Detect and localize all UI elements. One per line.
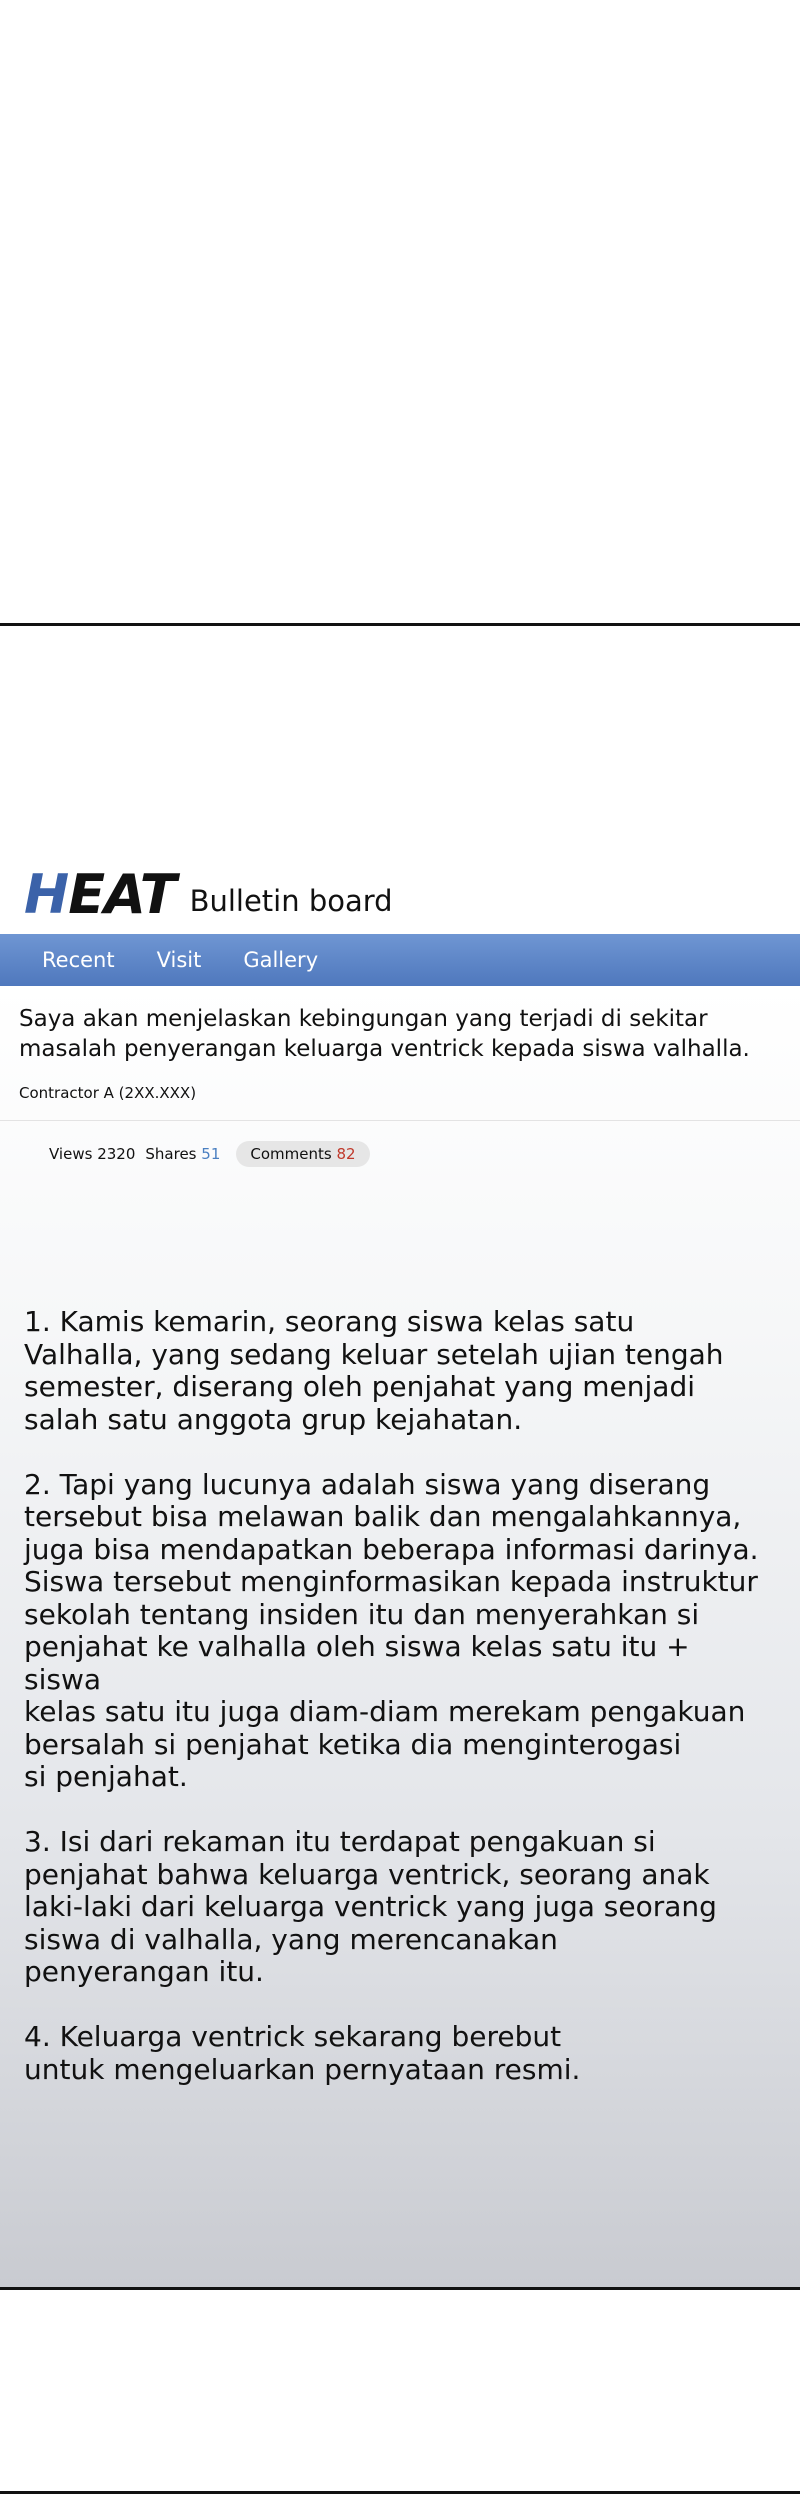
post-body [24, 1306, 764, 2119]
post-author: Contractor A (2XX.XXX) [19, 1084, 197, 1102]
comments-button[interactable] [236, 1141, 369, 1167]
board-title: Bulletin board [189, 884, 393, 918]
views-label: Views [49, 1145, 93, 1163]
comments-label: Comments [250, 1145, 332, 1163]
nav-item-gallery[interactable]: Gallery [243, 948, 319, 972]
post-title: Saya akan menjelaskan kebingungan yang terjadi di sekitar masalah penyerangan keluarga ventrick kepada siswa valhalla. [19, 1006, 750, 1062]
nav-bar [0, 934, 800, 986]
comments-count: 82 [336, 1145, 356, 1163]
post-paragraph-1: 1. Kamis kemarin, seorang siswa kelas satu Valhalla, yang sedang keluar setelah ujian tengah semester, diserang oleh penjahat yang menjadi salah satu anggota grup kejahatan. [24, 1305, 724, 1436]
logo-letter-h: H [24, 863, 69, 926]
nav-item-visit[interactable]: Visit [156, 948, 202, 972]
bottom-panel-border [0, 2287, 800, 2290]
post-paragraph-2: 2. Tapi yang lucunya adalah siswa yang diserang tersebut bisa melawan balik dan mengalahkannya, juga bisa mendapatkan beberapa informasi darinya. Siswa tersebut menginformasikan kepada instruktur sekolah tentang insiden itu dan menyerahkan si penjahat ke valhalla oleh siswa kelas satu itu + siswa kelas satu itu juga diam-diam merekam pengakuan bersalah si penjahat ketika dia menginterogasi si penjahat. [24, 1467, 759, 1793]
shares-count: 51 [201, 1145, 221, 1163]
post-paragraph-4: 4. Keluarga ventrick sekarang berebut untuk mengeluarkan pernyataan resmi. [24, 2020, 581, 2086]
header-divider [0, 1120, 800, 1121]
heat-logo[interactable] [24, 863, 176, 926]
page-bottom-border [0, 2491, 800, 2494]
post-stats [49, 1141, 370, 1167]
top-panel-border [0, 623, 800, 626]
nav-item-recent[interactable]: Recent [42, 948, 115, 972]
shares-stat[interactable] [145, 1145, 220, 1163]
post-paragraph-3: 3. Isi dari rekaman itu terdapat pengakuan si penjahat bahwa keluarga ventrick, seorang anak laki-laki dari keluarga ventrick yang juga seorang siswa di valhalla, yang merencanakan penyerangan itu. [24, 1825, 717, 1988]
site-header [24, 858, 393, 926]
views-stat [49, 1145, 135, 1163]
views-count: 2320 [97, 1145, 136, 1163]
logo-letters-eat: EAT [68, 863, 176, 926]
shares-label: Shares [145, 1145, 197, 1163]
